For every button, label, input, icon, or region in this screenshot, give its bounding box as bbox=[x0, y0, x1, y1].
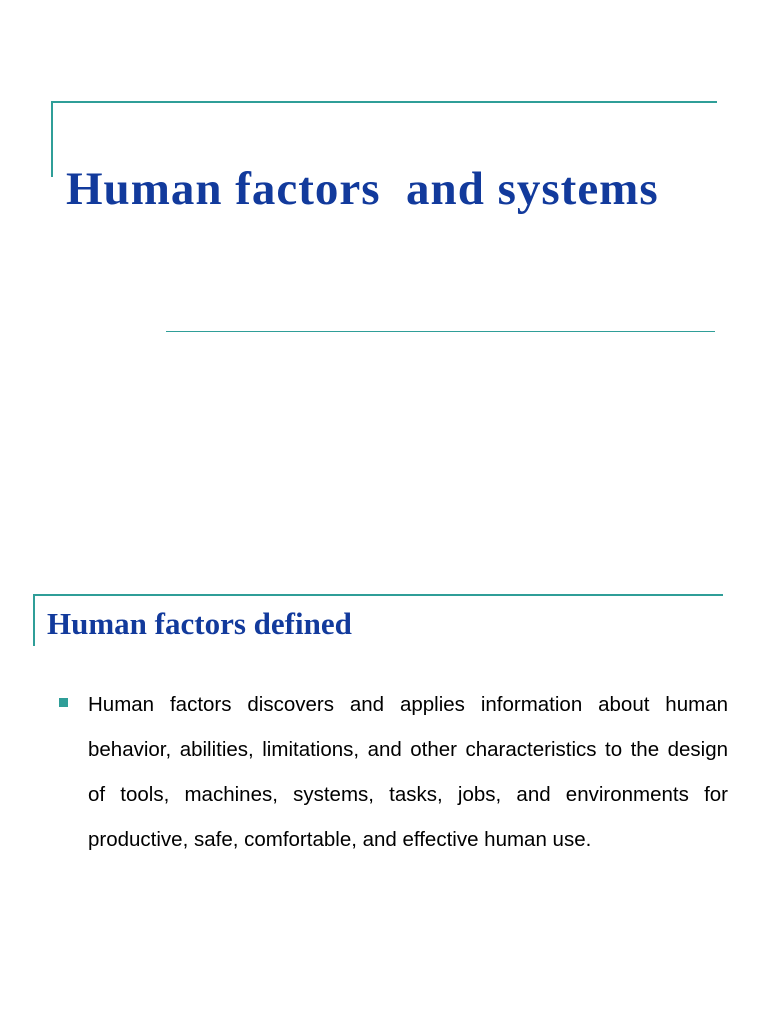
square-bullet-icon bbox=[59, 698, 68, 707]
slide-title: Human factors and systems bbox=[66, 163, 659, 215]
bullet-text: Human factors discovers and applies information about human behavior, abilities, limitations, and other characteristics to the design of tools, machines, systems, tasks, jobs, and environments for productive, safe, comfortable, and effective human use. bbox=[88, 693, 728, 851]
heading-left-rule bbox=[33, 594, 35, 646]
title-left-rule bbox=[51, 101, 53, 177]
bullet-item bbox=[88, 682, 728, 862]
subtitle-rule bbox=[166, 331, 715, 332]
section-heading: Human factors defined bbox=[47, 606, 352, 641]
title-top-rule bbox=[51, 101, 717, 103]
heading-top-rule bbox=[33, 594, 723, 596]
bullet-list bbox=[88, 682, 728, 862]
